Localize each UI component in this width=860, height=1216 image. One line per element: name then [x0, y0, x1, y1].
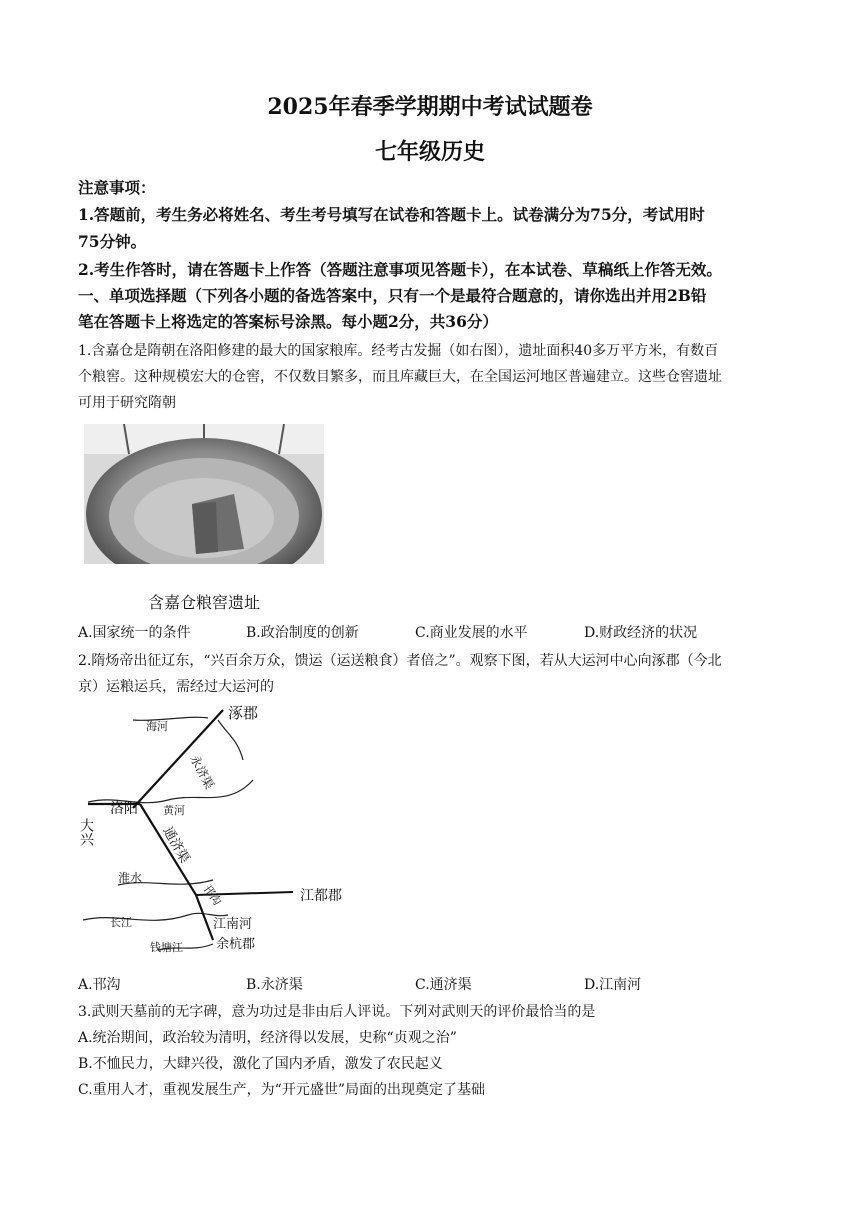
map-label-changjiang: 长江 — [110, 916, 132, 929]
map-label-tongjiqu: 通济渠 — [159, 824, 193, 866]
q3-stem: 3.武则天墓前的无字碑，意为功过是非由后人评说。下列对武则天的评价最恰当的是 — [78, 1004, 596, 1020]
q3-option-c[interactable]: C.重用人才，重视发展生产，为“开元盛世”局面的出现奠定了基础 — [78, 1082, 485, 1098]
q1-option-d[interactable]: D.财政经济的状况 — [584, 625, 698, 641]
section-1-heading-cont: 笔在答题卡上将选定的答案标号涂黑。每小题2分，共36分） — [78, 312, 498, 331]
q1-stem: 1.含嘉仓是隋朝在洛阳修建的最大的国家粮库。经考古发掘（如右图），遗址面积40多万平方米，有数百 — [78, 343, 719, 359]
map-label-hangou: 邗沟 — [200, 882, 224, 908]
exam-subject: 七年级历史 — [374, 139, 485, 165]
grand-canal-map — [78, 700, 378, 965]
huanghe-river-line — [88, 780, 253, 803]
map-label-yuhangjun: 余杭郡 — [216, 937, 256, 952]
map-label-huaishui: 淮水 — [118, 871, 143, 885]
map-label-luoyang: 洛阳 — [110, 801, 138, 817]
q1-option-b[interactable]: B.政治制度的创新 — [246, 625, 359, 641]
map-label-haihe: 海河 — [146, 720, 168, 733]
exam-title: 2025年春季学期期中考试试题卷 — [267, 94, 593, 120]
map-label-jiangnanhe: 江南河 — [213, 917, 253, 932]
q3-option-a[interactable]: A.统治期间，政治较为清明，经济得以发展，史称“贞观之治” — [78, 1030, 457, 1046]
q2-stem: 2.隋炀帝出征辽东，“兴百余万众，馈运（运送粮食）者倍之”。观察下图，若从大运河中心向涿郡（今北 — [78, 653, 722, 669]
notice-item-2: 2.考生作答时，请在答题卡上作答（答题注意事项见答题卡），在本试卷、草稿纸上作答无效。 — [78, 260, 722, 279]
granary-photo — [84, 424, 324, 582]
q1-option-c[interactable]: C.商业发展的水平 — [415, 625, 528, 641]
section-1-heading: 一、单项选择题（下列各小题的备选答案中，只有一个是最符合题意的，请你选出并用2B铅 — [78, 286, 707, 305]
notice-item-1-cont: 75分钟。 — [78, 232, 147, 251]
map-label-daxing: 大兴 — [78, 818, 94, 846]
q2-option-d[interactable]: D.江南河 — [584, 977, 642, 993]
q2-stem-cont: 京）运粮运兵，需经过大运河的 — [78, 679, 274, 695]
notice-heading: 注意事项： — [78, 178, 156, 197]
q2-option-a[interactable]: A.邗沟 — [78, 977, 121, 993]
map-label-qiantangjiang: 钱塘江 — [150, 941, 183, 954]
map-label-huanghe: 黄河 — [163, 804, 185, 817]
q2-option-c[interactable]: C.通济渠 — [415, 977, 472, 993]
q3-option-b[interactable]: B.不恤民力，大肆兴役，激化了国内矛盾，激发了农民起义 — [78, 1056, 443, 1072]
q1-option-a[interactable]: A.国家统一的条件 — [78, 625, 191, 641]
q1-stem-cont: 个粮窖。这种规模宏大的仓窖，不仅数目繁多，而且库藏巨大，在全国运河地区普遍建立。这些仓窖遗址 — [78, 369, 722, 385]
map-label-yongjiqu: 永济渠 — [187, 752, 217, 792]
haihe-river-line — [133, 717, 208, 720]
map-label-jiangdujun: 江都郡 — [300, 888, 342, 904]
q2-option-b[interactable]: B.永济渠 — [246, 977, 303, 993]
map-label-zhuojun: 涿郡 — [228, 704, 259, 722]
notice-item-1: 1.答题前，考生务必将姓名、考生考号填写在试卷和答题卡上。试卷满分为75分，考试用时 — [78, 205, 705, 224]
q1-stem-end: 可用于研究隋朝 — [78, 395, 176, 411]
granary-photo-caption: 含嘉仓粮窖遗址 — [147, 593, 260, 612]
haihe-branch-line — [218, 720, 243, 760]
